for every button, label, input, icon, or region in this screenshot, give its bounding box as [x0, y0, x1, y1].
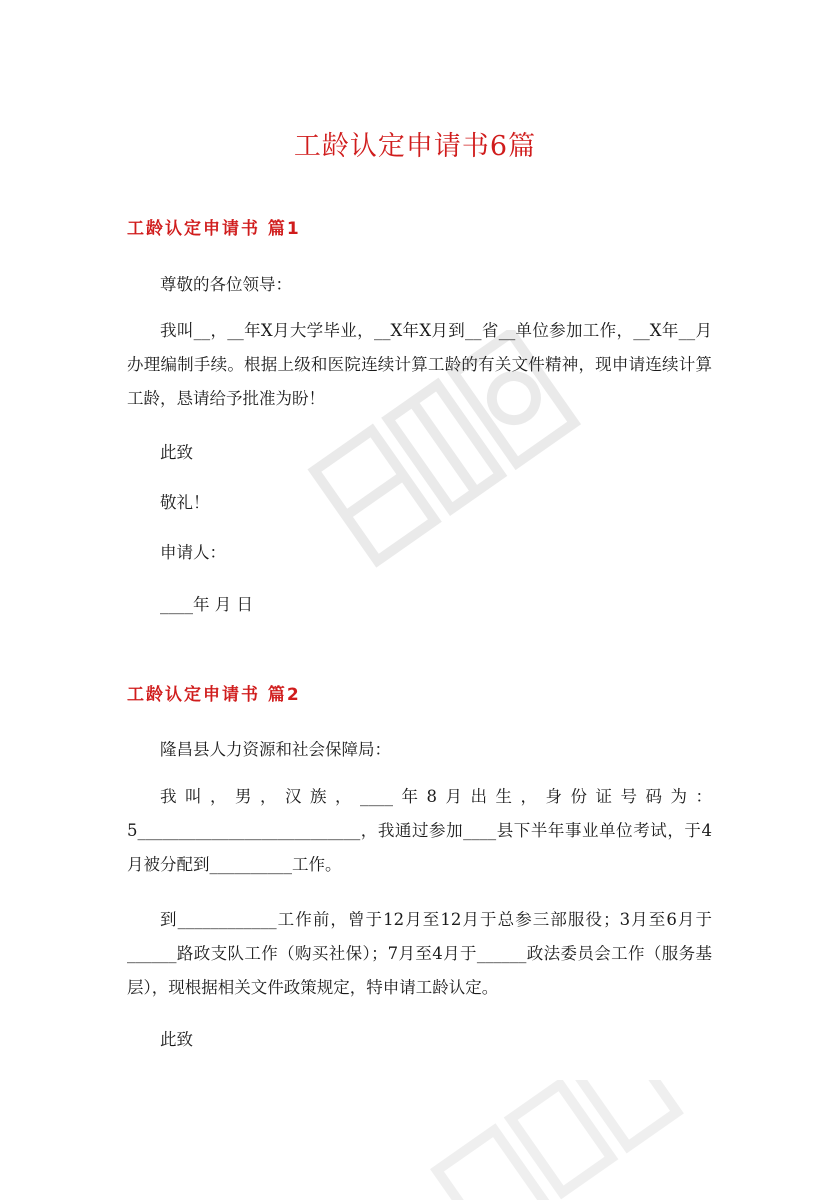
section-1-date: ____年 月 日: [160, 595, 253, 614]
section-2-body-1: 我叫，男，汉族，____年8月出生，身份证号码为：5___________________________，我通过参加____县下半年事业单位考试，于4月被分配到__________工作。: [127, 787, 712, 874]
section-1-salutation: 尊敬的各位领导：: [160, 275, 292, 294]
document-title: 工龄认定申请书6篇: [293, 131, 537, 162]
section-1-heading: 工龄认定申请书 篇1: [127, 219, 301, 239]
section-1-body: 我叫__，__年X月大学毕业，__X年X月到__省__单位参加工作，__X年__月办理编制手续。根据上级和医院连续计算工龄的有关文件精神，现申请连续计算工龄，恳请给予批准为盼！: [127, 321, 712, 408]
section-1-closing-1: 此致: [160, 443, 193, 462]
section-1-closing-2: 敬礼！: [160, 493, 210, 512]
section-1-applicant: 申请人：: [160, 543, 226, 562]
section-2-heading: 工龄认定申请书 篇2: [127, 685, 301, 705]
section-2-body-2: 到____________工作前，曾于12月至12月于总参三部服役；3月至6月于______路政支队工作（购买社保）；7月至4月于______政法委员会工作（服务基层），现根据相关文件政策规定，特申请工龄认定。: [127, 910, 712, 997]
section-2-closing-1: 此致: [160, 1030, 193, 1049]
section-2-salutation: 隆昌县人力资源和社会保障局：: [160, 740, 391, 759]
watermark-stamp-icon: [400, 1080, 700, 1200]
